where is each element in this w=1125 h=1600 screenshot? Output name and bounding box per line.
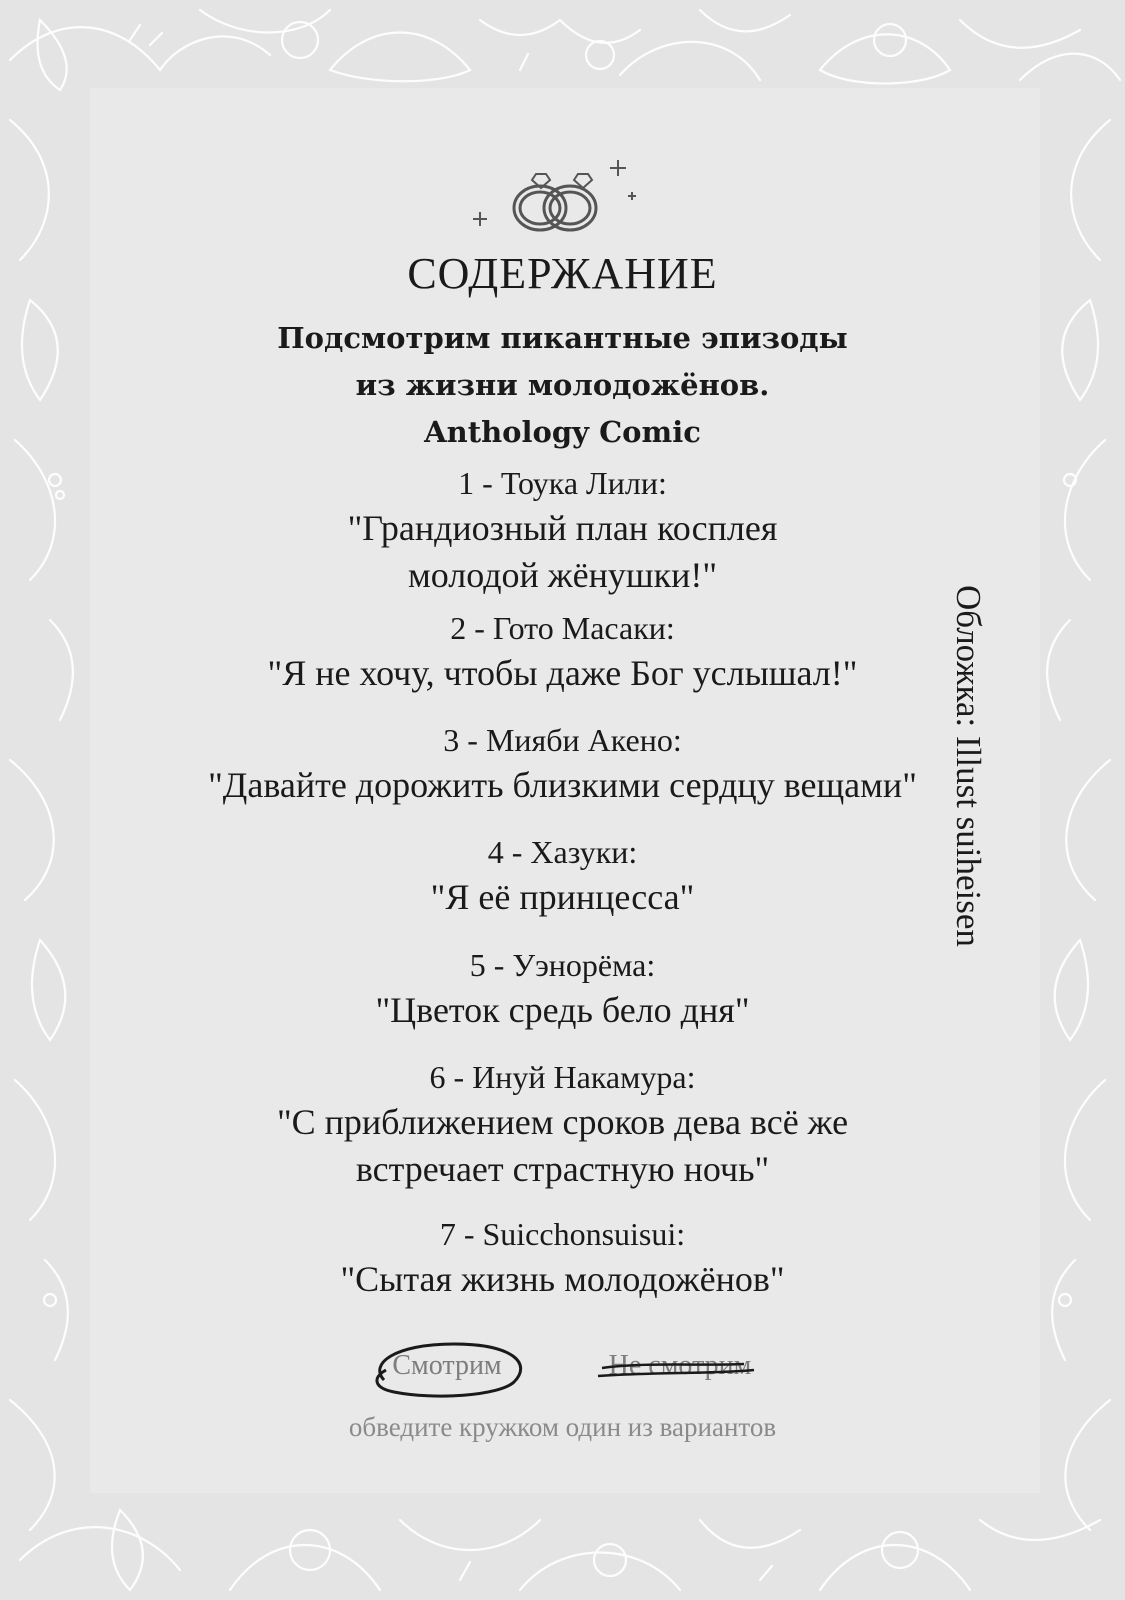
entry-title: "Давайте дорожить близкими сердцу вещами": [208, 765, 917, 805]
page-title: СОДЕРЖАНИЕ: [407, 249, 718, 298]
choice-not-watch-label: Не смотрим: [608, 1350, 752, 1381]
entry-author: 6 - Инуй Накамура:: [429, 1059, 696, 1095]
entry-title: "Цветок средь бело дня": [375, 990, 750, 1030]
entry-title: "С приближением сроков дева всё же: [276, 1102, 849, 1142]
cover-credit-text: Обложка: Illust suiheisen: [949, 585, 988, 947]
wedding-rings-icon: [470, 150, 650, 240]
entry-author: 5 - Уэнорёма:: [469, 947, 656, 983]
entry-author: 7 - Suicchonsuisui:: [439, 1216, 686, 1252]
book-title-line: Подсмотрим пикантные эпизоды: [277, 321, 848, 355]
toc-entry-1: [0, 461, 1125, 599]
entry-author: 1 - Тоука Лили:: [458, 465, 667, 501]
choice-watch-label: Смотрим: [392, 1350, 502, 1381]
choice-hint: обведите кружком один из вариантов: [348, 1412, 777, 1442]
entry-author: 3 - Мияби Акено:: [443, 722, 682, 758]
entry-title: встречает страстную ночь": [355, 1149, 770, 1189]
book-title-line: Anthology Comic: [424, 415, 701, 449]
entry-title: "Я её принцесса": [430, 877, 695, 917]
toc-entry-6: [0, 1055, 1125, 1193]
entry-title: "Сытая жизнь молодожёнов": [340, 1259, 785, 1299]
entry-title: "Я не хочу, чтобы даже Бог услышал!": [267, 653, 858, 693]
book-title: [0, 315, 1125, 456]
book-title-line: из жизни молодожёнов.: [355, 368, 770, 402]
entry-author: 4 - Хазуки:: [487, 834, 638, 870]
entry-author: 2 - Гото Масаки:: [450, 610, 675, 646]
strikethrough-mark-icon: [594, 1356, 764, 1386]
cover-credit: [948, 585, 1028, 985]
entry-title: "Грандиозный план косплея: [347, 508, 778, 548]
toc-entry-7: [0, 1212, 1125, 1303]
choice-watch[interactable]: [372, 1340, 522, 1400]
entry-title: молодой жёнушки!": [407, 555, 718, 595]
choice-not-watch[interactable]: [600, 1350, 760, 1400]
